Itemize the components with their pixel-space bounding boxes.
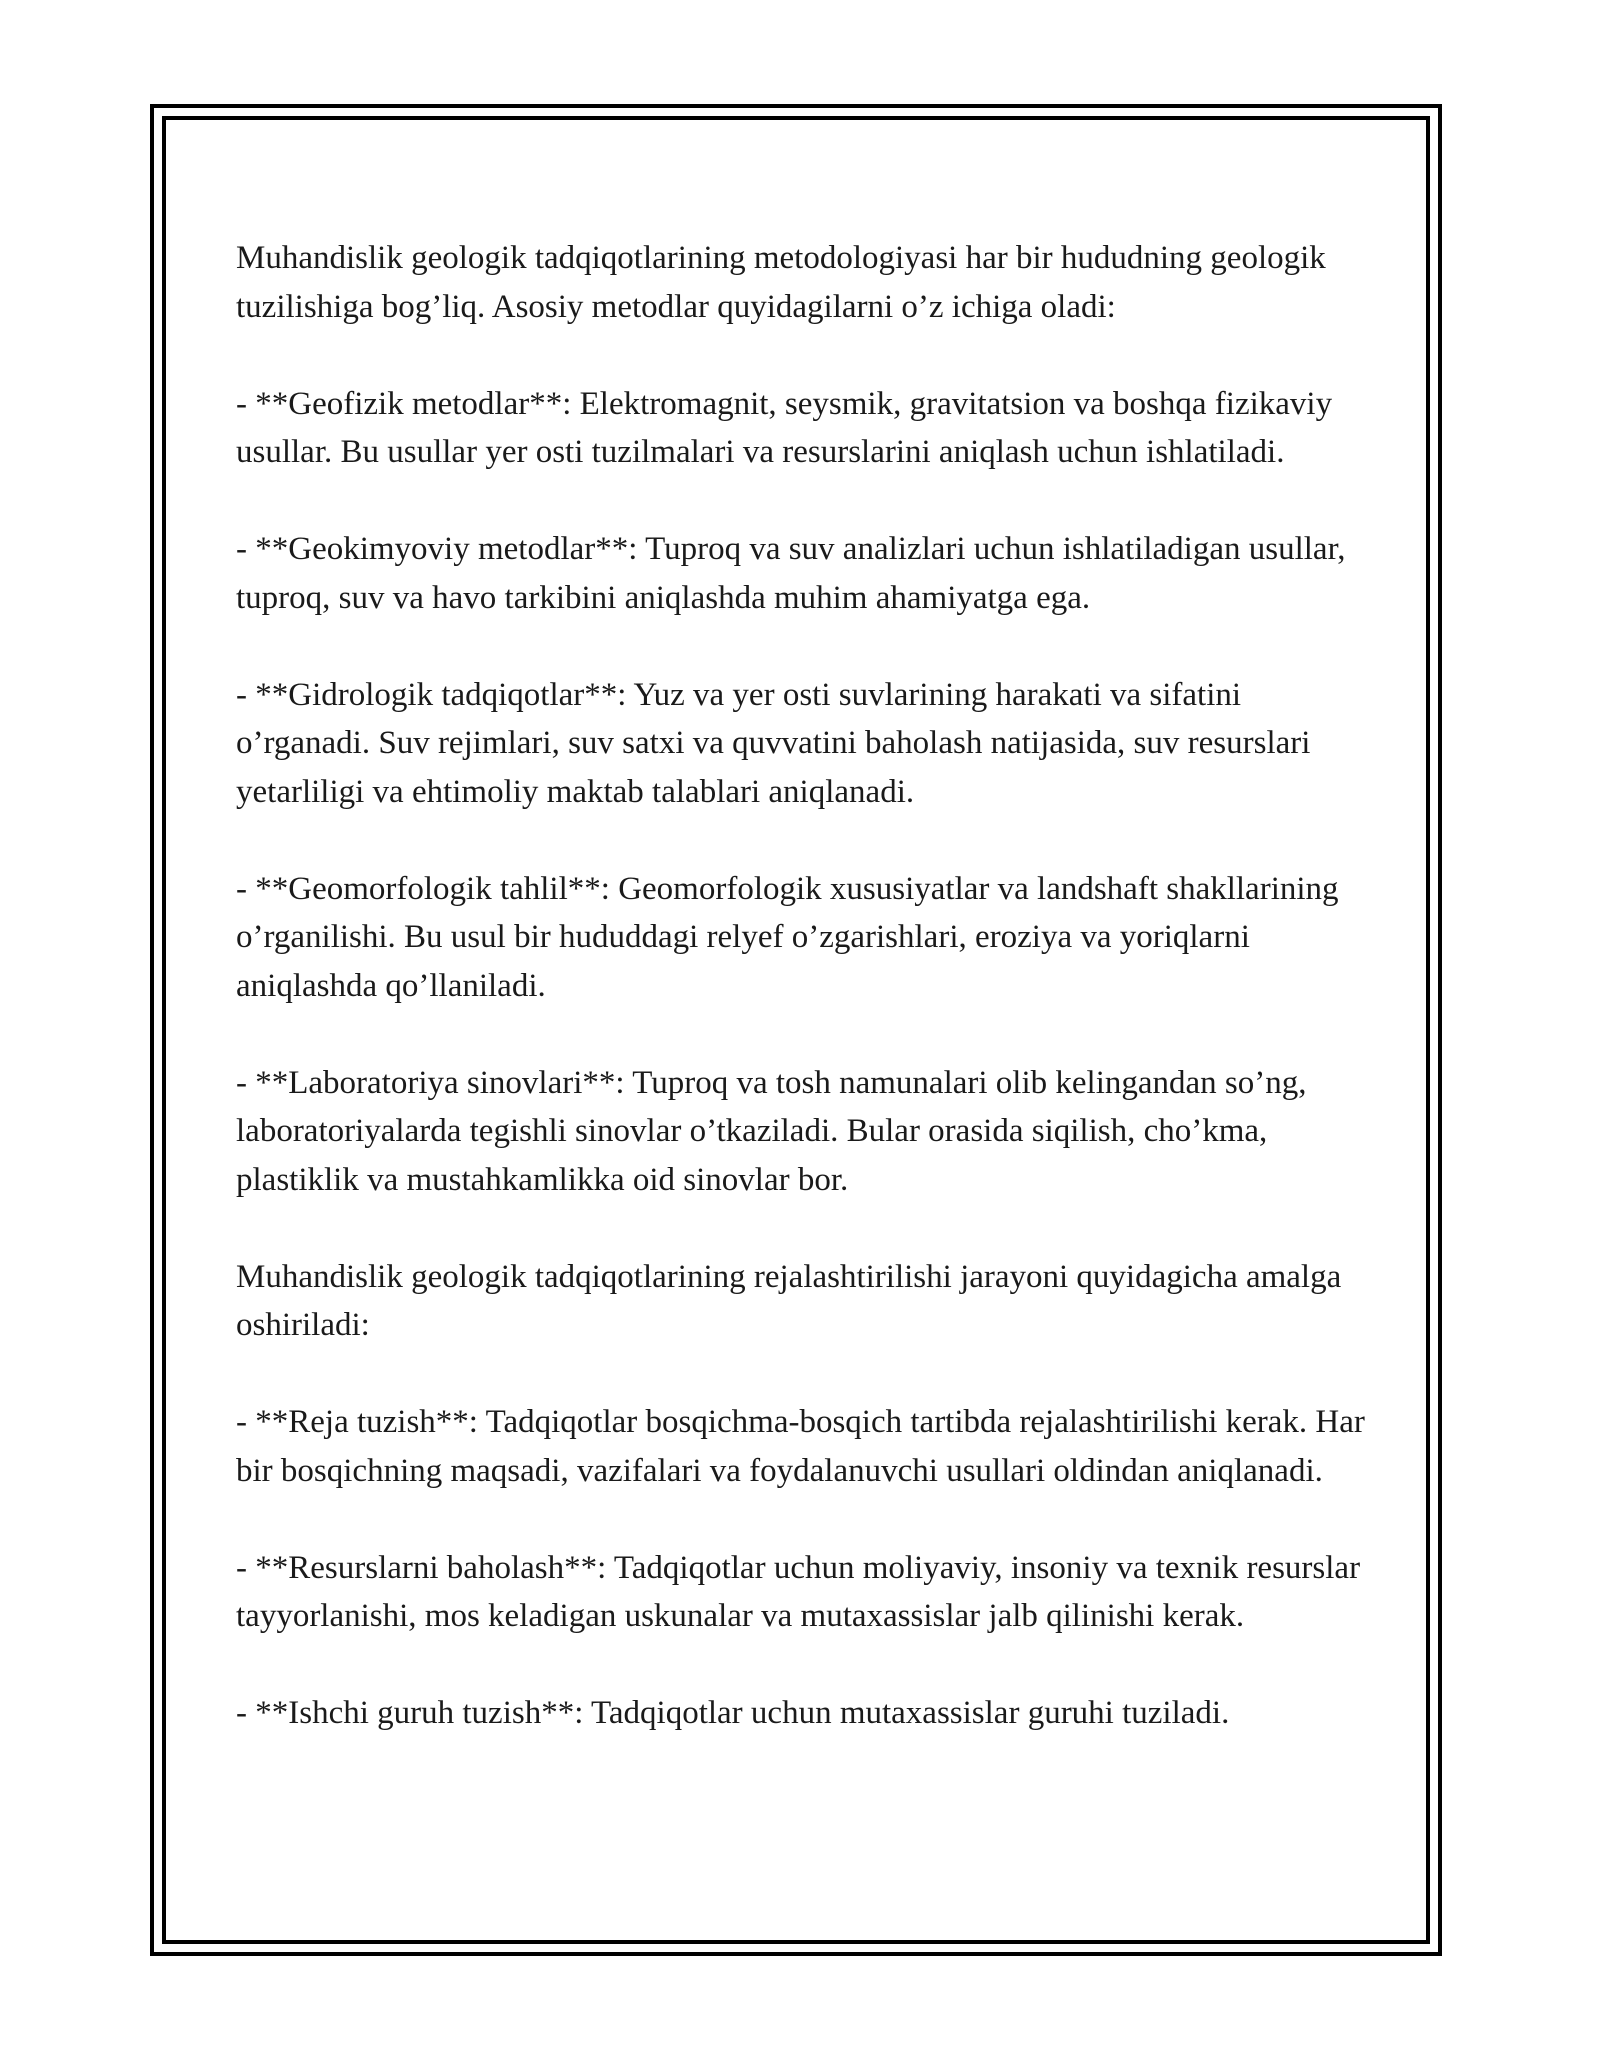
paragraph-intro: Muhandislik geologik tadqiqotlarining metodologiyasi har bir hududning geologik tuzilishiga bog’liq. Asosiy metodlar quyidagilarni o’z ichiga oladi:: [236, 240, 1326, 325]
paragraph-ishchi-guruh: - **Ishchi guruh tuzish**: Tadqiqotlar uchun mutaxassislar guruhi tuziladi.: [236, 1695, 1230, 1731]
paragraph-gidrologik: - **Gidrologik tadqiqotlar**: Yuz va yer osti suvlarining harakati va sifatini o’rganadi. Suv rejimlari, suv satxi va quvvatini baholash natijasida, suv resurslari yetarliligi va ehtimoliy maktab talablari aniqlanadi.: [236, 676, 1311, 810]
paragraph-geomorfologik: - **Geomorfologik tahlil**: Geomorfologik xususiyatlar va landshaft shakllarining o’rganilishi. Bu usul bir hududdagi relyef o’zgarishlari, eroziya va yoriqlarni aniqlashda qo’llaniladi.: [236, 870, 1339, 1004]
paragraph-laboratoriya: - **Laboratoriya sinovlari**: Tuproq va tosh namunalari olib kelingandan so’ng, laboratoriyalarda tegishli sinovlar o’tkaziladi. Bular orasida siqilish, cho’kma, plastiklik va mustahkamlikka oid sinovlar bor.: [236, 1064, 1307, 1198]
paragraph-geofizik: - **Geofizik metodlar**: Elektromagnit, seysmik, gravitatsion va boshqa fizikaviy usullar. Bu usullar yer osti tuzilmalari va resurslarini aniqlash uchun ishlatiladi.: [236, 385, 1333, 470]
paragraph-geokimyoviy: - **Geokimyoviy metodlar**: Tuproq va suv analizlari uchun ishlatiladigan usullar, tuproq, suv va havo tarkibini aniqlashda muhim ahamiyatga ega.: [236, 531, 1346, 616]
paragraph-resurslar: - **Resurslarni baholash**: Tadqiqotlar uchun moliyaviy, insoniy va texnik resurslar tayyorlanishi, mos keladigan uskunalar va mutaxassislar jalb qilinishi kerak.: [236, 1549, 1361, 1634]
document-body: [236, 234, 1376, 1738]
paragraph-reja: - **Reja tuzish**: Tadqiqotlar bosqichma-bosqich tartibda rejalashtirilishi kerak. Har bir bosqichning maqsadi, vazifalari va foydalanuvchi usullari oldindan aniqlanadi.: [236, 1404, 1365, 1489]
paragraph-planning-intro: Muhandislik geologik tadqiqotlarining rejalashtirilishi jarayoni quyidagicha amalga oshiriladi:: [236, 1258, 1342, 1343]
